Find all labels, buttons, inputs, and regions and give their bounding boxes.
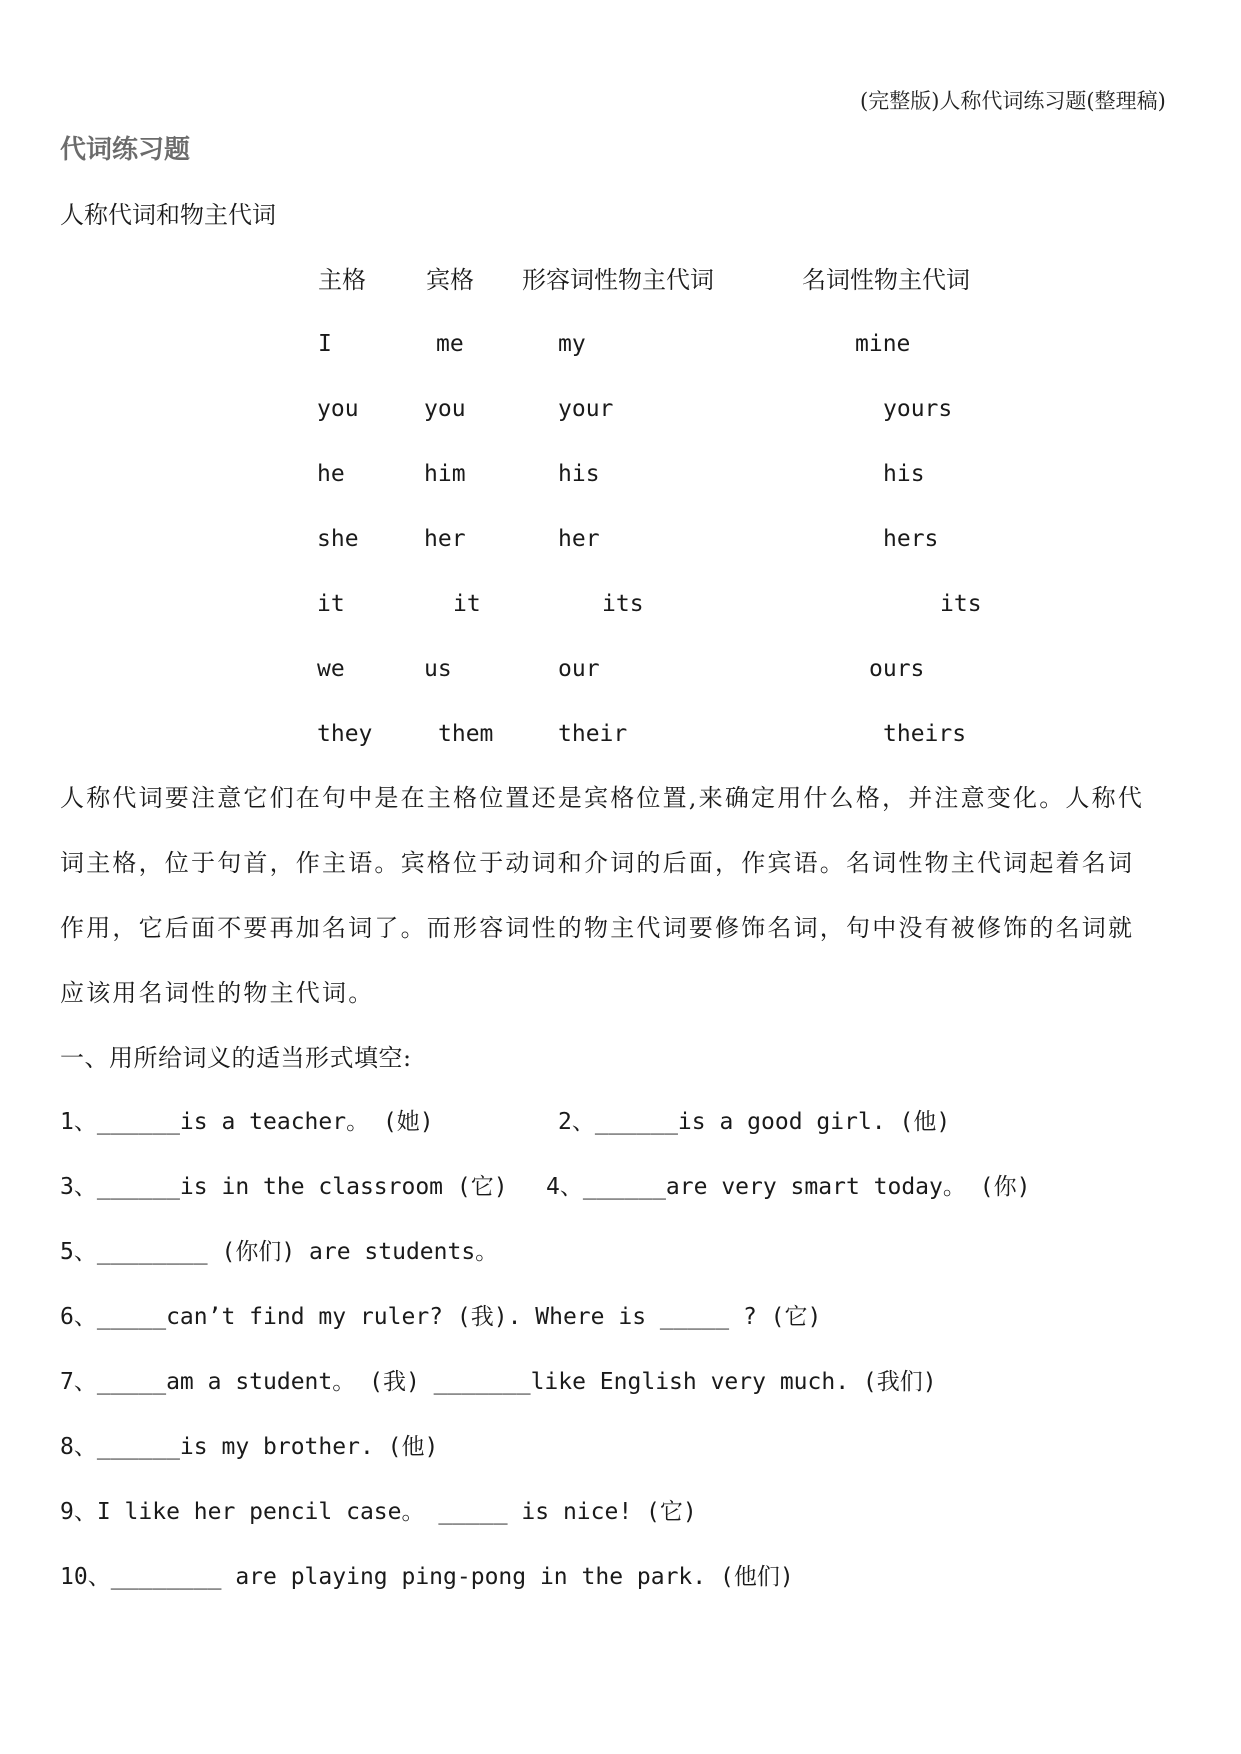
- question-4: 4、______are very smart today。 (你): [546, 1174, 1031, 1200]
- document-header: (完整版)人称代词练习题(整理稿): [860, 89, 1166, 113]
- table-cell: our: [558, 656, 600, 682]
- table-cell: ours: [869, 656, 925, 682]
- table-cell: they: [317, 721, 373, 747]
- table-cell: us: [424, 656, 452, 682]
- table-cell: it: [317, 591, 345, 617]
- table-cell: you: [317, 396, 359, 422]
- table-cell: his: [558, 461, 600, 487]
- table-header-adjective-possessive: 形容词性物主代词: [522, 266, 714, 294]
- table-cell: me: [436, 331, 464, 357]
- question-10: 10、________ are playing ping-pong in the park. (他们): [60, 1564, 794, 1590]
- table-cell: my: [558, 331, 586, 357]
- question-7: 7、_____am a student。 (我) _______like English very much. (我们): [60, 1369, 937, 1395]
- table-cell: yours: [883, 396, 953, 422]
- question-3: 3、______is in the classroom (它): [60, 1174, 508, 1200]
- paragraph-line: 词主格，位于句首，作主语。宾格位于动词和介词的后面，作宾语。名词性物主代词起着名词: [60, 849, 1135, 877]
- table-cell: he: [317, 461, 345, 487]
- table-cell: I: [318, 331, 332, 357]
- table-cell: we: [317, 656, 345, 682]
- question-6: 6、_____can’t find my ruler? (我). Where is _____ ? (它): [60, 1304, 822, 1330]
- section-subtitle: 人称代词和物主代词: [60, 201, 276, 229]
- question-8: 8、______is my brother. (他): [60, 1434, 439, 1460]
- question-2: 2、______is a good girl. (他): [558, 1109, 951, 1135]
- exercise-section-title: 一、用所给词义的适当形式填空:: [60, 1044, 412, 1072]
- table-cell: hers: [883, 526, 939, 552]
- table-cell: its: [940, 591, 982, 617]
- question-1: 1、______is a teacher。 (她): [60, 1109, 434, 1135]
- table-header-objective: 宾格: [426, 266, 474, 294]
- table-cell: him: [424, 461, 466, 487]
- table-cell: it: [453, 591, 481, 617]
- table-cell: mine: [855, 331, 911, 357]
- table-cell: her: [558, 526, 600, 552]
- table-cell: their: [558, 721, 628, 747]
- paragraph-line: 人称代词要注意它们在句中是在主格位置还是宾格位置,来确定用什么格，并注意变化。人称代: [60, 784, 1145, 812]
- question-9: 9、I like her pencil case。 _____ is nice! (它): [60, 1499, 697, 1525]
- table-header-nominative: 主格: [318, 266, 366, 294]
- table-cell: her: [424, 526, 466, 552]
- paragraph-line: 应该用名词性的物主代词。: [60, 979, 375, 1007]
- table-cell: theirs: [883, 721, 967, 747]
- paragraph-line: 作用，它后面不要再加名词了。而形容词性的物主代词要修饰名词，句中没有被修饰的名词就: [60, 914, 1135, 942]
- table-cell: she: [317, 526, 359, 552]
- table-cell: you: [424, 396, 466, 422]
- table-cell: his: [883, 461, 925, 487]
- table-cell: them: [438, 721, 494, 747]
- table-cell: its: [602, 591, 644, 617]
- question-5: 5、________ (你们) are students。: [60, 1239, 499, 1265]
- page-title: 代词练习题: [60, 135, 191, 165]
- table-cell: your: [558, 396, 614, 422]
- table-header-noun-possessive: 名词性物主代词: [802, 266, 970, 294]
